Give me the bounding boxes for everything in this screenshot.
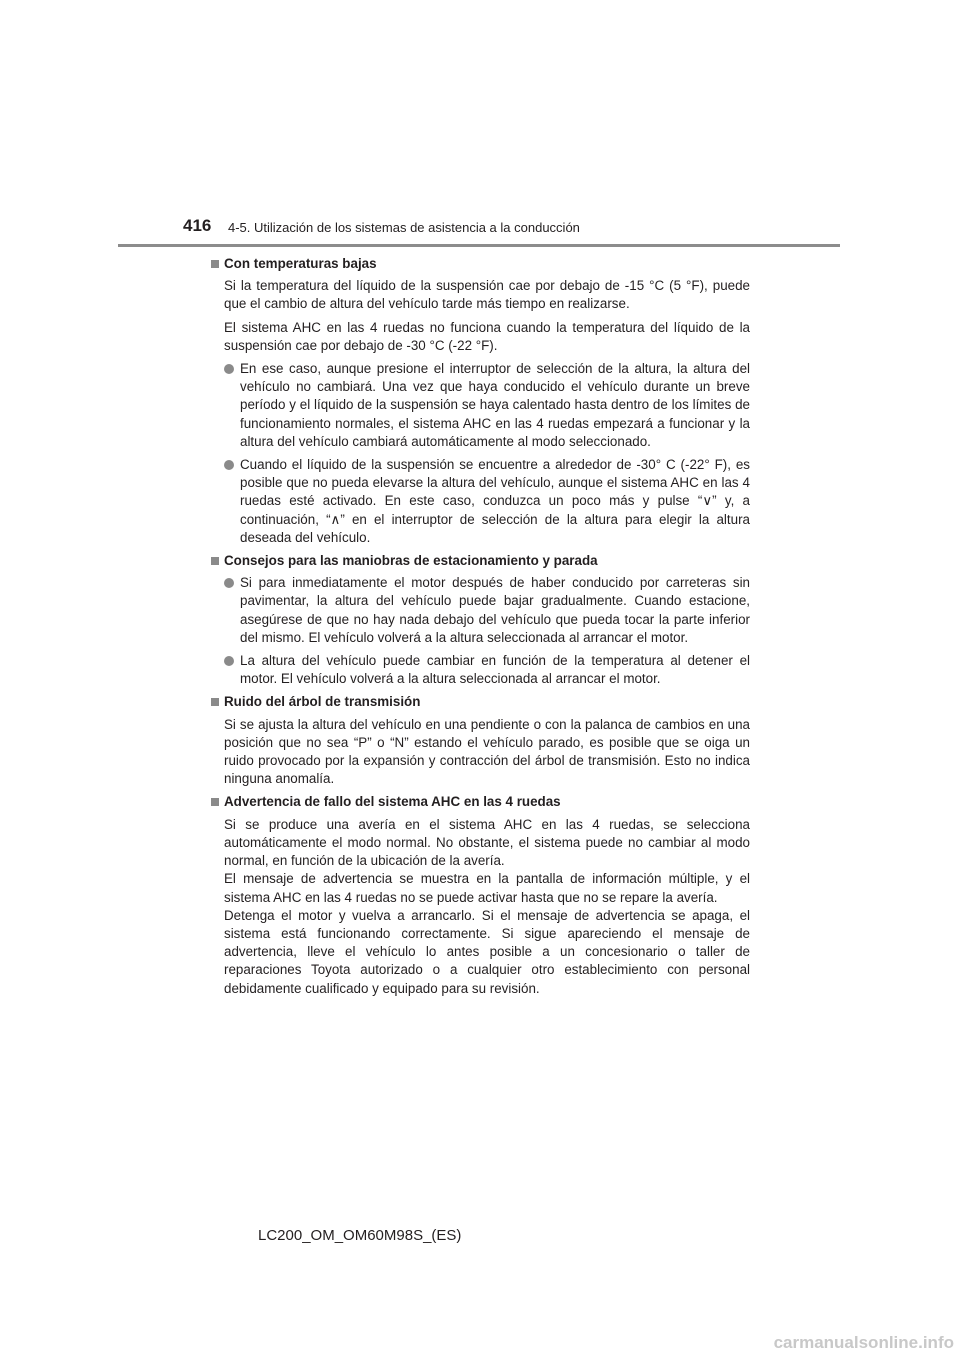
paragraph-line: Si se produce una avería en el sistema AHC en las 4 ruedas, se selecciona automáticamente el modo normal. No obstante, el sistema puede no cambiar al modo normal, en función de la ubicación de la avería. xyxy=(224,816,750,869)
square-bullet-icon xyxy=(211,798,219,806)
square-bullet-icon xyxy=(211,557,219,565)
paragraph-line: El mensaje de advertencia se muestra en la pantalla de información múltiple, y el sistema AHC en las 4 ruedas no se puede activar hasta que no se repare la avería. xyxy=(224,871,750,905)
bullet-text: Si para inmediatamente el motor después de haber conducido por carreteras sin pavimentar, la altura del vehículo puede bajar gradualmente. Cuando estacione, asegúrese de que no hay nada debajo del vehículo que pueda tocar la parte inferior del mismo. El vehículo volverá a la altura seleccionada al arrancar el motor. xyxy=(240,575,750,645)
section-title: 4-5. Utilización de los sistemas de asistencia a la conducción xyxy=(228,220,580,235)
section-heading-text: Con temperaturas bajas xyxy=(224,256,377,271)
bullet-item xyxy=(224,574,750,647)
section-heading xyxy=(210,693,750,711)
section-driveshaft-noise xyxy=(210,693,750,788)
bullet-item xyxy=(224,652,750,688)
bullet-item xyxy=(224,456,750,547)
bullet-text: La altura del vehículo puede cambiar en función de la temperatura al detener el motor. El vehículo volverá a la altura seleccionada al arrancar el motor. xyxy=(240,653,750,687)
square-bullet-icon xyxy=(211,260,219,268)
paragraph: Si la temperatura del líquido de la suspensión cae por debajo de -15 °C (5 °F), puede que el cambio de altura del vehículo tarde más tiempo en realizarse. xyxy=(224,278,750,312)
document-code: LC200_OM_OM60M98S_(ES) xyxy=(258,1227,462,1244)
square-bullet-icon xyxy=(211,698,219,706)
round-bullet-icon xyxy=(224,578,234,588)
section-heading xyxy=(210,255,750,273)
round-bullet-icon xyxy=(224,656,234,666)
section-heading xyxy=(210,552,750,570)
section-low-temperatures xyxy=(210,255,750,547)
paragraph xyxy=(224,816,750,998)
paragraph-line: Detenga el motor y vuelva a arrancarlo. Si el mensaje de advertencia se apaga, el sistema está funcionando correctamente. Si sigue apareciendo el mensaje de advertencia, lleve el vehículo lo antes posible a un concesionario o taller de reparaciones Toyota autorizado o a cualquier otro establecimiento con personal debidamente cualificado y equipado para su revisión. xyxy=(224,907,750,996)
paragraph: Si se ajusta la altura del vehículo en una pendiente o con la palanca de cambios en una posición que no sea “P” o “N” estando el vehículo parado, es posible que se oiga un ruido provocado por la expansión y contracción del árbol de transmisión. Esto no indica ninguna anomalía. xyxy=(224,716,750,787)
watermark: carmanualsonline.info xyxy=(773,1333,954,1352)
paragraph: El sistema AHC en las 4 ruedas no funciona cuando la temperatura del líquido de la suspensión cae por debajo de -30 °C (-22 °F). xyxy=(224,319,750,353)
bullet-text: Cuando el líquido de la suspensión se encuentre a alrededor de -30° C (-22° F), es posible que no pueda elevarse la altura del vehículo, aunque el sistema AHC en las 4 ruedas esté activado. En este caso, conduzca un poco más y pulse “∨” y, a continuación, “∧” en el interruptor de selección de la altura para elegir la altura deseada del vehículo. xyxy=(240,457,750,545)
round-bullet-icon xyxy=(224,460,234,470)
section-parking-tips xyxy=(210,552,750,688)
section-heading-text: Consejos para las maniobras de estacionamiento y parada xyxy=(224,553,598,569)
section-heading-text: Ruido del árbol de transmisión xyxy=(224,694,421,710)
section-ahc-warning xyxy=(210,793,750,997)
page-number: 416 xyxy=(183,216,212,235)
round-bullet-icon xyxy=(224,364,234,374)
bullet-item xyxy=(224,360,750,451)
header-divider xyxy=(118,244,840,247)
page-content xyxy=(210,255,750,1003)
section-heading xyxy=(210,793,750,811)
section-heading-text: Advertencia de fallo del sistema AHC en las 4 ruedas xyxy=(224,794,561,810)
bullet-text: En ese caso, aunque presione el interruptor de selección de la altura, la altura del vehículo no cambiará. Una vez que haya conducido el vehículo durante un breve período y el líquido de la suspensión se haya calentado hasta dentro de los límites de funcionamiento normales, el sistema AHC en las 4 ruedas empezará a funcionar y la altura del vehículo cambiará automáticamente al modo seleccionado. xyxy=(240,361,750,449)
